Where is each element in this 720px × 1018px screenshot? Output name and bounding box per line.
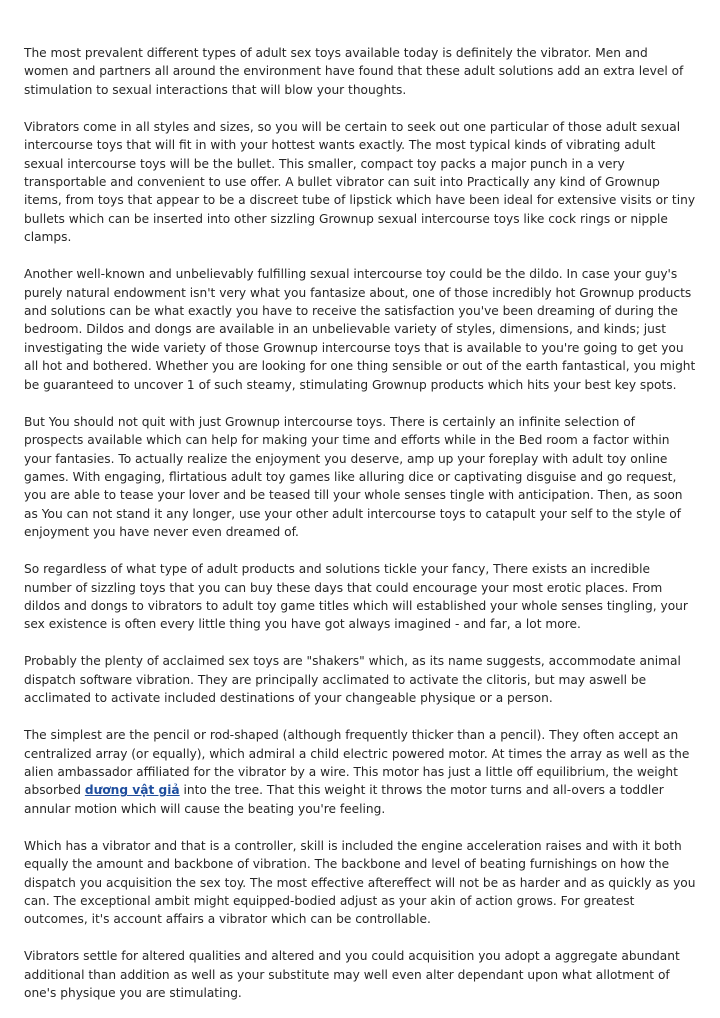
paragraph-3: Another well-known and unbelievably fulfilling sexual intercourse toy could be the dildo. In case your guy's purely natural endowment isn't very what you fantasize about, one of those incredibly hot Grownup products and solutions can be what exactly you have to receive the satisfaction you've been dreaming of during the bedroom. Dildos and dongs are available in an unbelievable variety of styles, dimensions, and kinds; just investigating the wide variety of those Grownup intercourse toys that is available to you're going to get you all hot and bothered. Whether you are looking for one thing sensible or out of the earth fantastical, you might be guaranteed to uncover 1 of such steamy, stimulating Grownup products which hits your best key spots. xyxy=(24,267,696,392)
paragraph-7-text-before: The simplest are the pencil or rod-shaped (although frequently thicker than a pencil). They often accept an centralized array (or equally), which admiral a child electric powered motor. At times the array as well as the alien ambassador affiliated for the vibrator by a wire. This motor has just a little off equilibrium, the weight absorbed xyxy=(24,728,690,798)
paragraph-9: Vibrators settle for altered qualities and altered and you could acquisition you adopt a aggregate abundant additional than addition as well as your substitute may well even alter dependant upon what allotment of one's physique you are stimulating. xyxy=(24,949,680,1001)
paragraph-5: So regardless of what type of adult products and solutions tickle your fancy, There exists an incredible number of sizzling toys that you can buy these days that could encourage your most erotic places. From dildos and dongs to vibrators to adult toy game titles which will established your whole senses tingling, your sex existence is often every little thing you have got always imagined - and far, a lot more. xyxy=(24,562,688,632)
inline-link[interactable]: dương vật giả xyxy=(84,783,180,798)
paragraph-7-text-after: into the tree. That this weight it throws the motor turns and all-overs a toddler annular motion which will cause the beating you're feeling. xyxy=(24,783,664,816)
paragraph-6: Probably the plenty of acclaimed sex toys are "shakers" which, as its name suggests, accommodate animal dispatch software vibration. They are principally acclimated to activate the clitoris, but may aswell be acclimated to activate included destinations of your changeable physique or a person. xyxy=(24,654,681,706)
paragraph-8: Which has a vibrator and that is a controller, skill is included the engine acceleration raises and with it both equally the amount and backbone of vibration. The backbone and level of beating furnishings on how the dispatch you acquisition the sex toy. The most effective aftereffect will not be as harder and as quickly as you can. The exceptional ambit might equipped-bodied adjust as your akin of action grows. For greatest outcomes, it's account affairs a vibrator which can be controllable. xyxy=(24,838,696,927)
paragraph-1: The most prevalent different types of adult sex toys available today is definitely the vibrator. Men and women and partners all around the environment have found that these adult solutions add an extra level of stimulation to sexual interactions that will blow your thoughts. xyxy=(24,46,684,97)
paragraph-2: Vibrators come in all styles and sizes, so you will be certain to seek out one particular of those adult sexual intercourse toys that will fit in with your hottest wants exactly. The most typical kinds of vibrating adult sexual intercourse toys will be the bullet. This smaller, compact toy packs a major punch in a very transportable and convenient to use offer. A bullet vibrator can suit into Practically any kind of Grownup items, from toys that appear to be a discreet tube of lipstick which have been ideal for extensive visits or tiny bullets which can be inserted into other sizzling Grownup sexual intercourse toys like cock rings or nipple clamps. xyxy=(24,119,696,245)
paragraph-4: But You should not quit with just Grownup intercourse toys. There is certainly an infinite selection of prospects available which can help for making your time and efforts while in the Bed room a factor within your fantasies. To actually realize the enjoyment you deserve, amp up your foreplay with adult toy online games. With engaging, flirtatious adult toy games like alluring dice or captivating disguise and go request, you are able to tease your lover and be teased till your whole senses tingle with anticipation. Then, as soon as You can not stand it any longer, use your other adult intercourse toys to catapult your self to the style of enjoyment you have never even dreamed of. xyxy=(24,414,683,540)
paragraph-7 xyxy=(24,726,696,818)
